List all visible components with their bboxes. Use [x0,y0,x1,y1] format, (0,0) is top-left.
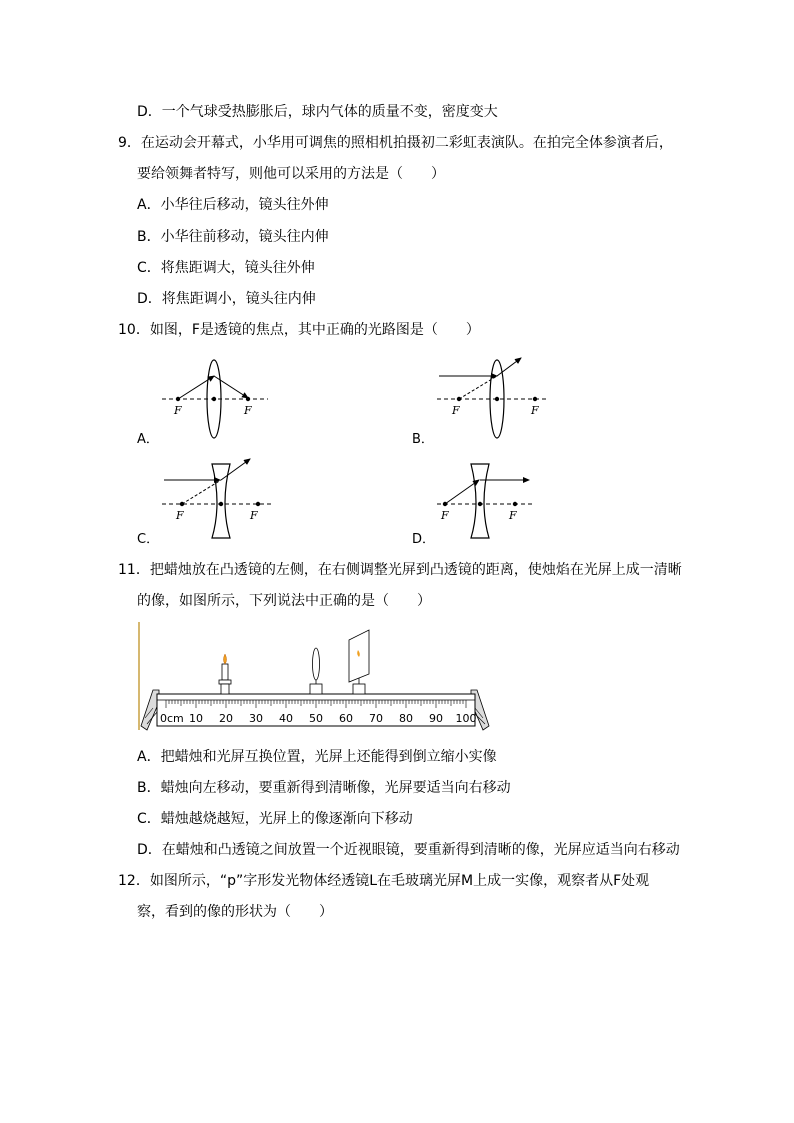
optical-center [219,502,223,506]
ruler-label: 80 [399,712,413,725]
focus-label: F [244,404,252,417]
q10-option-c-label: C． [137,532,160,547]
ruler-label: 50 [309,712,323,725]
focus-label: F [509,509,517,522]
incident-ray [178,376,214,399]
ruler-label: 0cm [160,712,184,725]
q12-stem-line1: 12．如图所示，“p”字形发光物体经透镜L在毛玻璃光屏M上成一实像，观察者从F处观 [118,873,650,889]
q10-option-a-label: A． [137,432,159,447]
optical-center [478,502,482,506]
focus-label: F [250,509,258,522]
q11-stem-line2: 的像，如图所示，下列说法中正确的是（ ） [137,593,431,609]
optical-bench-figure [137,622,497,732]
focus-label: F [176,509,184,522]
q8-option-d: D．一个气球受热膨胀后，球内气体的质量不变，密度变大 [137,104,498,120]
q9-stem-line1: 9．在运动会开幕式，小华用可调焦的照相机拍摄初二彩虹表演队。在拍完全体参演者后， [118,135,673,151]
focus-point-right [256,502,260,506]
ruler-label: 30 [249,712,263,725]
ruler-label: 60 [339,712,353,725]
focus-point-right [533,397,537,401]
q10-stem: 10．如图，F是透镜的焦点，其中正确的光路图是（ ） [118,322,480,338]
q9-option-b: B．小华往前移动，镜头往内伸 [137,229,329,245]
diagram-b-convex-lens [435,352,550,442]
q9-option-c: C．将焦距调大，镜头往外伸 [137,260,315,276]
ruler-label: 70 [369,712,383,725]
focus-label: F [452,404,460,417]
ruler-label: 20 [219,712,233,725]
ruler-label: 90 [429,712,443,725]
q10-option-d-label: D． [412,532,436,547]
left-stand [141,690,159,730]
q11-option-a: A．把蜡烛和光屏互换位置，光屏上还能得到倒立缩小实像 [137,749,497,765]
ruler-label: 40 [279,712,293,725]
refracted-ray [214,376,248,398]
q12-stem-line2: 察，看到的像的形状为（ ） [137,904,333,920]
q9-option-a: A．小华往后移动，镜头往外伸 [137,197,329,213]
ruler-label: 100 [455,712,477,725]
ruler-label: 10 [189,712,203,725]
refracted-ray [221,459,250,480]
diagram-c-concave-lens [160,456,275,546]
q11-option-d: D．在蜡烛和凸透镜之间放置一个近视眼镜，要重新得到清晰的像，光屏应适当向右移动 [137,842,680,858]
focus-label: F [174,404,182,417]
focus-point-right [513,502,517,506]
candle-flame [224,654,227,664]
q9-stem-line2: 要给领舞者特写，则他可以采用的方法是（ ） [137,166,445,182]
q9-option-d: D．将焦距调小，镜头往内伸 [137,291,316,307]
incident-ray [445,480,479,504]
diagram-a-convex-lens [160,352,275,442]
q11-option-b: B．蜡烛向左移动，要重新得到清晰像，光屏要适当向右移动 [137,780,511,796]
extension-line [459,376,497,399]
focus-label: F [441,509,449,522]
q10-option-b-label: B． [412,432,434,447]
q11-stem-line1: 11．把蜡烛放在凸透镜的左侧，在右侧调整光屏到凸透镜的距离，使烛焰在光屏上成一清晰 [118,562,682,578]
focus-label: F [531,404,539,417]
light-screen [349,630,369,694]
optical-center [212,397,216,401]
concave-lens [471,464,489,538]
candle [219,654,231,694]
convex-lens-on-bench [310,648,322,694]
diagram-d-concave-lens [435,456,550,546]
q11-option-c: C．蜡烛越烧越短，光屏上的像逐渐向下移动 [137,811,413,827]
optical-center [495,397,499,401]
